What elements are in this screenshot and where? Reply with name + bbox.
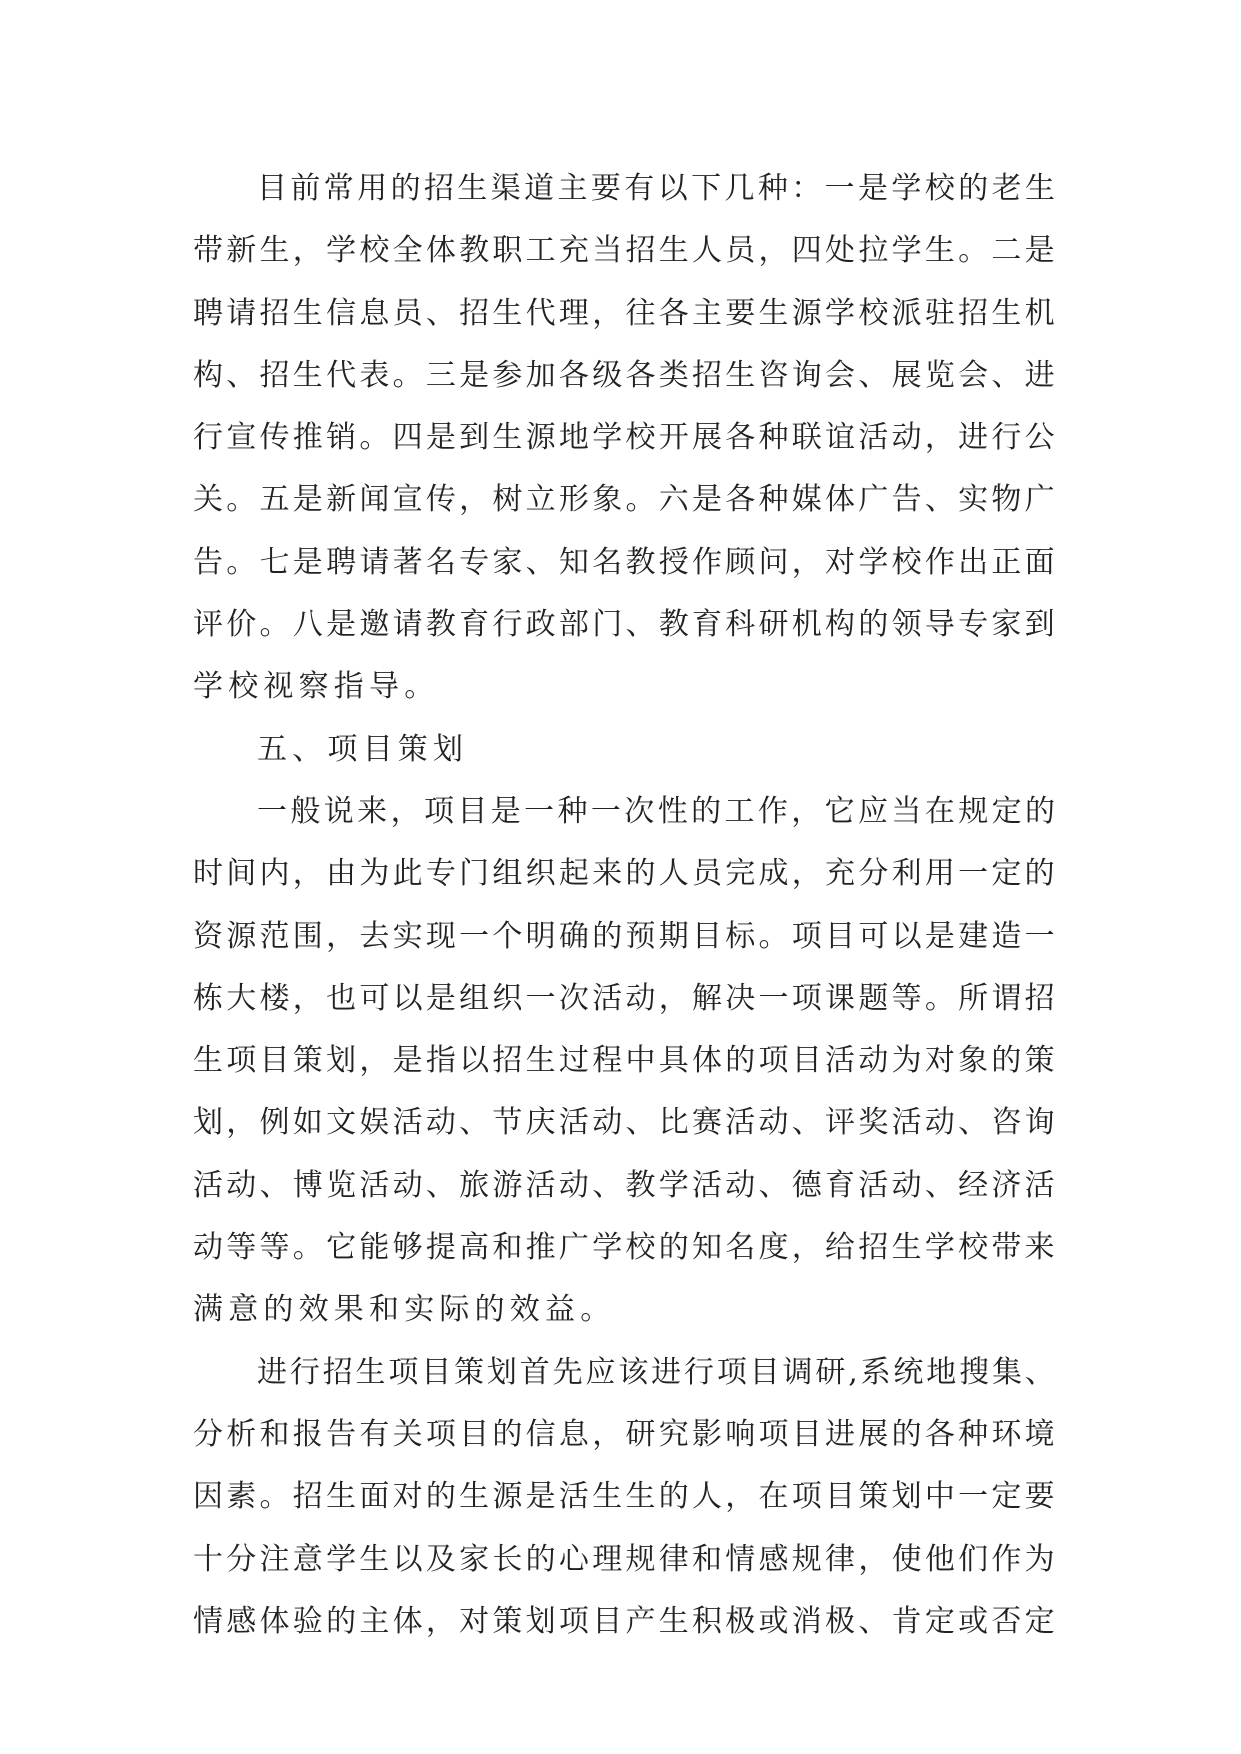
text-line: 生 项 目 策 划 ， 是 指 以 招 生 过 程 中 具 体 的 项 目 活 动 为 对 象 的 策 [193,1043,1055,1079]
text-line: 时 间 内 ， 由 为 此 专 门 组 织 起 来 的 人 员 完 成 ， 充 分 利 用 一 定 的 [193,856,1055,892]
text-line: 告 。 七 是 聘 请 著 名 专 家 、 知 名 教 授 作 顾 问 ， 对 学 校 作 出 正 面 [193,544,1055,580]
text-line: 活 动 、 博 览 活 动 、 旅 游 活 动 、 教 学 活 动 、 德 育 活 动 、 经 济 活 [193,1167,1055,1203]
text-line: 聘 请 招 生 信 息 员 、 招 生 代 理 ， 往 各 主 要 生 源 学 校 派 驻 招 生 机 [193,295,1055,331]
text-line: 栋 大 楼 ， 也 可 以 是 组 织 一 次 活 动 ， 解 决 一 项 课 题 等 。 所 谓 招 [193,980,1055,1016]
paragraph [193,158,1055,719]
text-line: 分 析 和 报 告 有 关 项 目 的 信 息 ， 研 究 影 响 项 目 进 展 的 各 种 环 境 [193,1416,1055,1452]
text-line: 一 般 说 来 ， 项 目 是 一 种 一 次 性 的 工 作 ， 它 应 当 在 规 定 的 [257,793,1055,829]
text-line: 目 前 常 用 的 招 生 渠 道 主 要 有 以 下 几 种 ： 一 是 学 校 的 老 生 [257,171,1055,206]
text-line: 带 新 生 ， 学 校 全 体 教 职 工 充 当 招 生 人 员 ， 四 处 拉 学 生 。 二 是 [193,233,1055,269]
document-body [193,158,1055,1653]
text-line: 动 等 等 。 它 能 够 提 高 和 推 广 学 校 的 知 名 度 ， 给 招 生 学 校 带 来 [193,1230,1055,1266]
text-line: 构 、 招 生 代 表 。 三 是 参 加 各 级 各 类 招 生 咨 询 会 、 展 览 会 、 进 [193,357,1055,393]
paragraph [193,1342,1055,1653]
text-line: 满意的效果和实际的效益。 [193,1292,616,1328]
heading-text: 五、项目策划 [257,731,469,767]
text-line: 十 分 注 意 学 生 以 及 家 长 的 心 理 规 律 和 情 感 规 律 ， 使 他 们 作 为 [193,1541,1055,1577]
paragraph [193,781,1055,1342]
text-line: 行 宣 传 推 销 。 四 是 到 生 源 地 学 校 开 展 各 种 联 谊 活 动 ， 进 行 公 [193,420,1055,456]
text-line: 关 。 五 是 新 闻 宣 传 ， 树 立 形 象 。 六 是 各 种 媒 体 广 告 、 实 物 广 [193,482,1055,518]
text-line: 划 ， 例 如 文 娱 活 动 、 节 庆 活 动 、 比 赛 活 动 、 评 奖 活 动 、 咨 询 [193,1105,1055,1141]
text-line: 资 源 范 围 ， 去 实 现 一 个 明 确 的 预 期 目 标 。 项 目 可 以 是 建 造 一 [193,918,1055,954]
text-line: 情 感 体 验 的 主 体 ， 对 策 划 项 目 产 生 积 极 或 消 极 、 肯 定 或 否 定 [193,1603,1055,1639]
text-line: 评 价 。 八 是 邀 请 教 育 行 政 部 门 、 教 育 科 研 机 构 的 领 导 专 家 到 [193,607,1055,643]
text-line: 学校视察指导。 [193,669,440,705]
text-line: 进 行 招 生 项 目 策 划 首 先 应 该 进 行 项 目 调 研 , 系 统 地 搜 集 、 [257,1354,1055,1390]
text-line: 因 素 。 招 生 面 对 的 生 源 是 活 生 生 的 人 ， 在 项 目 策 划 中 一 定 要 [193,1479,1055,1515]
section-heading [193,719,1055,781]
